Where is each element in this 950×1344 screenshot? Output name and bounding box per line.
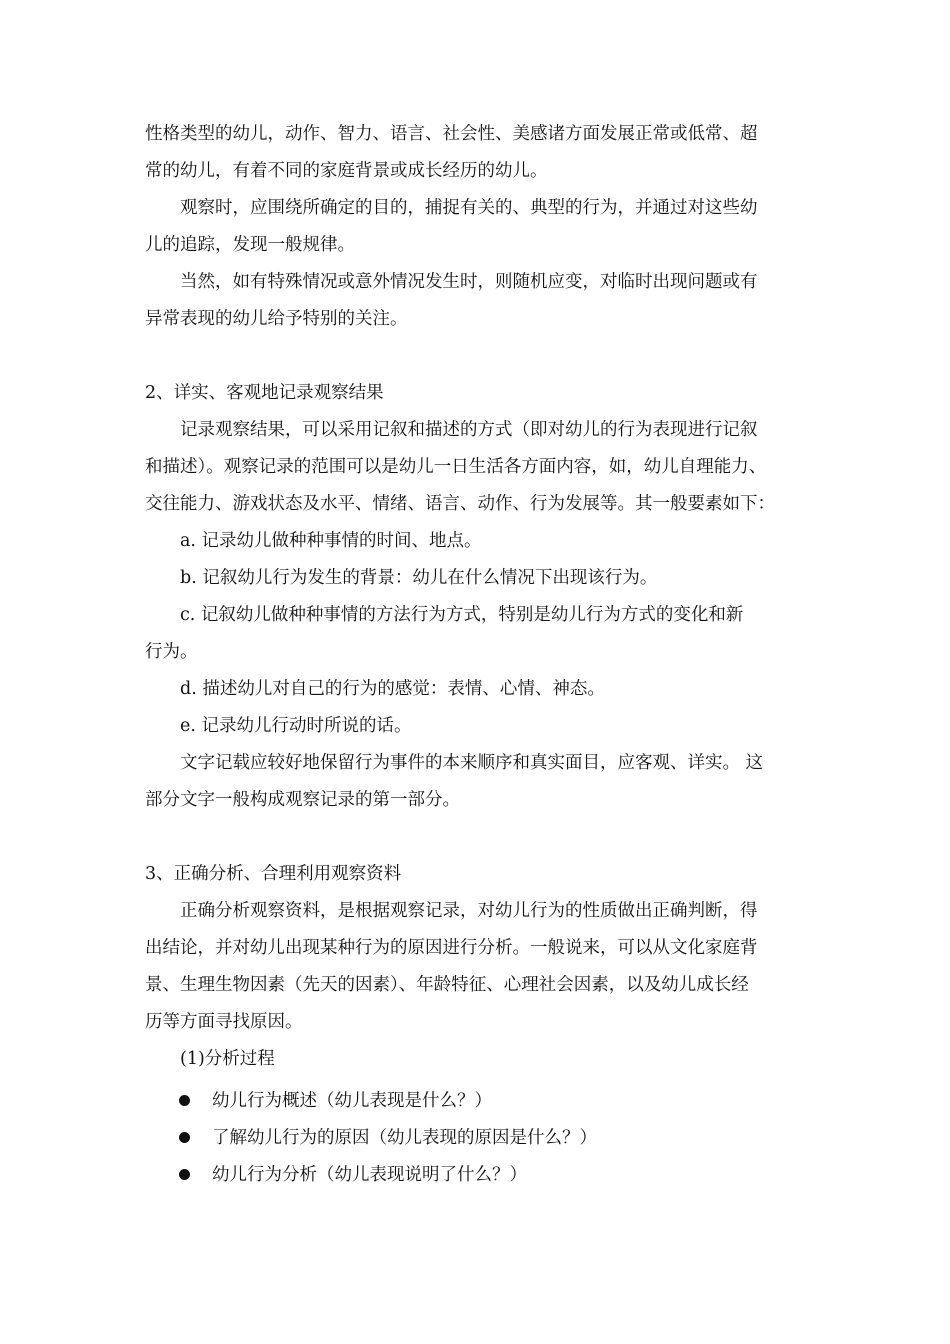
list-item: b. 记叙幼儿行为发生的背景：幼儿在什么情况下出现该行为。 [180,568,658,588]
paragraph-line: 常的幼儿，有着不同的家庭背景或成长经历的幼儿。 [145,161,548,181]
list-item: e. 记录幼儿行动时所说的话。 [180,716,412,736]
paragraph-line: 和描述）。观察记录的范围可以是幼儿一日生活各方面内容，如，幼儿自理能力、 [145,457,767,477]
bullet-item: 了解幼儿行为的原因（幼儿表现的原因是什么？） [212,1128,597,1148]
paragraph-line: 交往能力、游戏状态及水平、情绪、语言、动作、行为发展等。其一般要素如下： [145,494,775,514]
paragraph-line: 文字记载应较好地保留行为事件的本来顺序和真实面目，应客观、详实。 这 [180,753,764,773]
paragraph-line: 景、生理生物因素（先天的因素）、年龄特征、心理社会因素，以及幼儿成长经 [145,975,749,995]
paragraph-line: 历等方面寻找原因。 [145,1012,303,1032]
list-item: a. 记录幼儿做种种事情的时间、地点。 [180,531,482,551]
bullet-icon [179,1132,190,1143]
paragraph-line: 正确分析观察资料，是根据观察记录，对幼儿行为的性质做出正确判断，得 [180,901,758,921]
bullet-icon [179,1095,190,1106]
list-item: c. 记叙幼儿做种种事情的方法行为方式，特别是幼儿行为方式的变化和新 [180,605,744,625]
paragraph-line: 异常表现的幼儿给予特别的关注。 [145,309,408,329]
paragraph-line: 出结论，并对幼儿出现某种行为的原因进行分析。一般说来，可以从文化家庭背 [145,938,758,958]
sub-heading: (1)分析过程 [180,1049,275,1069]
paragraph-line: 记录观察结果，可以采用记叙和描述的方式（即对幼儿的行为表现进行记叙 [180,420,758,440]
section-heading: 2、详实、客观地记录观察结果 [145,383,384,403]
list-item-continuation: 行为。 [145,642,198,662]
paragraph-line: 当然，如有特殊情况或意外情况发生时，则随机应变，对临时出现问题或有 [180,272,758,292]
bullet-item: 幼儿行为概述（幼儿表现是什么？） [212,1091,492,1111]
bullet-item: 幼儿行为分析（幼儿表现说明了什么？） [212,1165,527,1185]
list-item: d. 描述幼儿对自己的行为的感觉：表情、心情、神态。 [180,679,605,699]
paragraph-line: 儿的追踪，发现一般规律。 [145,235,355,255]
paragraph-line: 观察时，应围绕所确定的目的，捕捉有关的、典型的行为，并通过对这些幼 [180,198,758,218]
paragraph-line: 性格类型的幼儿，动作、智力、语言、社会性、美感诸方面发展正常或低常、超 [145,124,758,144]
bullet-icon [179,1169,190,1180]
section-heading: 3、正确分析、合理利用观察资料 [145,864,402,884]
paragraph-line: 部分文字一般构成观察记录的第一部分。 [145,790,460,810]
